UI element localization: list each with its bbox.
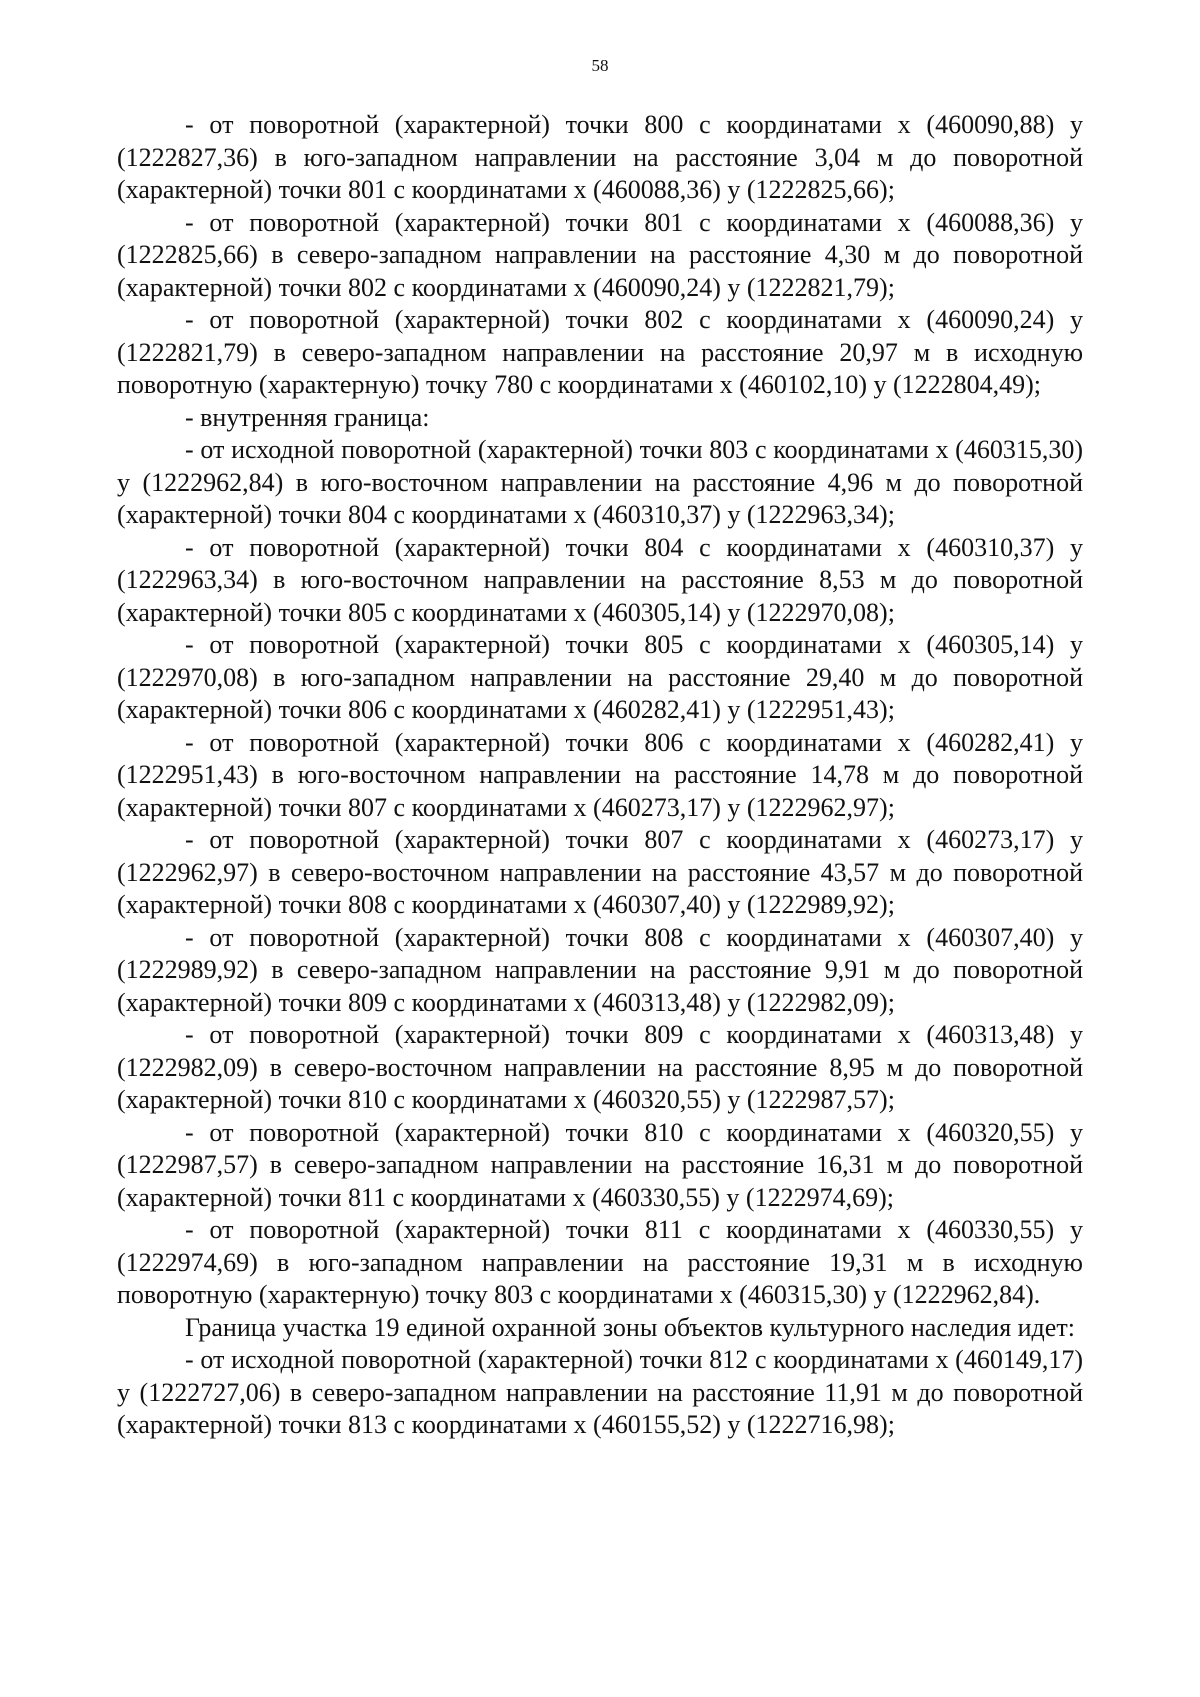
paragraph-point-809: - от поворотной (характерной) точки 809 с координатами x (460313,48) y (1222982,09) в северо-восточном направлении на расстояние 8,95 м до поворотной (характерной) точки 810 с координатами x (460320,55) y (1222987,57); <box>117 1020 1083 1114</box>
paragraph-point-808: - от поворотной (характерной) точки 808 с координатами x (460307,40) y (1222989,92) в северо-западном направлении на расстояние 9,91 м до поворотной (характерной) точки 809 с координатами x (460313,48) y (1222982,09); <box>117 922 1083 1017</box>
paragraph-point-812: - от исходной поворотной (характерной) точки 812 с координатами x (460149,17) y (1222727,06) в северо-западном направлении на расстояние 11,91 м до поворотной (характерной) точки 813 с координатами x (460155,52) y (1222716,98); <box>117 1345 1083 1439</box>
paragraph-point-806: - от поворотной (характерной) точки 806 с координатами x (460282,41) y (1222951,43) в юго-восточном направлении на расстояние 14,78 м до поворотной (характерной) точки 807 с координатами x (460273,17) y (1222962,97); <box>117 727 1083 822</box>
page-number: 58 <box>591 56 609 75</box>
paragraph-point-805: - от поворотной (характерной) точки 805 с координатами x (460305,14) y (1222970,08) в юго-западном направлении на расстояние 29,40 м до поворотной (характерной) точки 806 с координатами x (460282,41) y (1222951,43); <box>117 630 1083 724</box>
paragraph-point-800: - от поворотной (характерной) точки 800 с координатами x (460090,88) y (1222827,36) в юго-западном направлении на расстояние 3,04 м до поворотной (характерной) точки 801 с координатами x (460088,36) y (1222825,66); <box>117 110 1083 204</box>
paragraph-point-804: - от поворотной (характерной) точки 804 с координатами x (460310,37) y (1222963,34) в юго-восточном направлении на расстояние 8,53 м до поворотной (характерной) точки 805 с координатами x (460305,14) y (1222970,08); <box>117 532 1083 627</box>
paragraph-point-811: - от поворотной (характерной) точки 811 с координатами x (460330,55) y (1222974,69) в юго-западном направлении на расстояние 19,31 м в исходную поворотную (характерную) точку 803 с координатами x (460315,30) y (1222962,84). <box>117 1215 1083 1309</box>
paragraph-point-801: - от поворотной (характерной) точки 801 с координатами x (460088,36) y (1222825,66) в северо-западном направлении на расстояние 4,30 м до поворотной (характерной) точки 802 с координатами x (460090,24) y (1222821,79); <box>117 207 1083 302</box>
paragraph-point-803: - от исходной поворотной (характерной) точки 803 с координатами x (460315,30) y (1222962,84) в юго-восточном направлении на расстояние 4,96 м до поворотной (характерной) точки 804 с координатами x (460310,37) y (1222963,34); <box>117 435 1083 529</box>
paragraph-section-19-heading: Граница участка 19 единой охранной зоны объектов культурного наследия идет: <box>185 1312 1075 1342</box>
paragraph-point-802: - от поворотной (характерной) точки 802 с координатами x (460090,24) y (1222821,79) в северо-западном направлении на расстояние 20,97 м в исходную поворотную (характерную) точку 780 с координатами x (460102,10) y (1222804,49); <box>117 305 1083 399</box>
paragraph-point-807: - от поворотной (характерной) точки 807 с координатами x (460273,17) y (1222962,97) в северо-восточном направлении на расстояние 43,57 м до поворотной (характерной) точки 808 с координатами x (460307,40) y (1222989,92); <box>117 825 1083 919</box>
paragraph-point-810: - от поворотной (характерной) точки 810 с координатами x (460320,55) y (1222987,57) в северо-западном направлении на расстояние 16,31 м до поворотной (характерной) точки 811 с координатами x (460330,55) y (1222974,69); <box>117 1117 1083 1212</box>
paragraph-inner-boundary-heading: - внутренняя граница: <box>185 402 430 432</box>
document-body <box>117 109 1083 1442</box>
